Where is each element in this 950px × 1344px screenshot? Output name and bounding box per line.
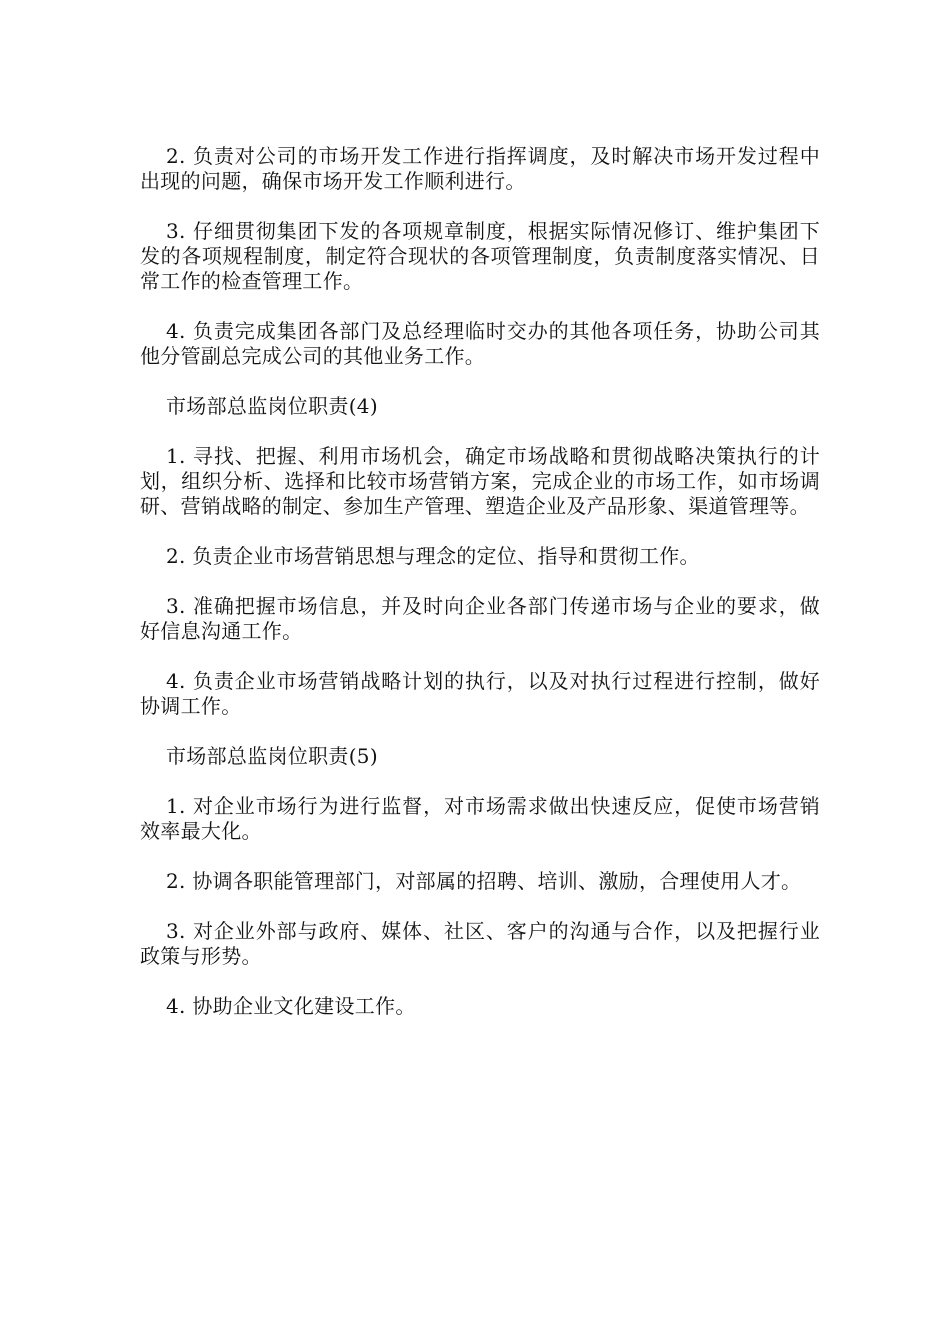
paragraph-corporate-culture: 4. 协助企业文化建设工作。	[166, 994, 416, 1018]
paragraph-external-communication: 3. 对企业外部与政府、媒体、社区、客户的沟通与合作，以及把握行业政策与形势。	[140, 919, 820, 968]
paragraph-market-opportunities: 1. 寻找、把握、利用市场机会，确定市场战略和贯彻战略决策执行的计划，组织分析、选择和比较市场营销方案，完成企业的市场工作，如市场调研、营销战略的制定、参加生产管理、塑造企业及产品形象、渠道管理等。	[140, 444, 820, 518]
paragraph-department-coordination: 2. 协调各职能管理部门，对部属的招聘、培训、激励，合理使用人才。	[166, 869, 802, 893]
document-body	[140, 144, 820, 1044]
section-heading-duties-4: 市场部总监岗位职责(4)	[166, 394, 378, 418]
paragraph-market-information: 3. 准确把握市场信息，并及时向企业各部门传递市场与企业的要求，做好信息沟通工作。	[140, 594, 820, 643]
paragraph-market-supervision: 1. 对企业市场行为进行监督，对市场需求做出快速反应，促使市场营销效率最大化。	[140, 794, 820, 843]
paragraph-strategy-execution: 4. 负责企业市场营销战略计划的执行，以及对执行过程进行控制，做好协调工作。	[140, 669, 820, 718]
paragraph-temporary-tasks: 4. 负责完成集团各部门及总经理临时交办的其他各项任务，协助公司其他分管副总完成公司的其他业务工作。	[140, 319, 820, 368]
paragraph-market-development-dispatch: 2. 负责对公司的市场开发工作进行指挥调度，及时解决市场开发过程中出现的问题，确保市场开发工作顺利进行。	[140, 144, 820, 193]
paragraph-marketing-philosophy: 2. 负责企业市场营销思想与理念的定位、指导和贯彻工作。	[166, 544, 700, 568]
section-heading-duties-5: 市场部总监岗位职责(5)	[166, 744, 378, 768]
paragraph-group-regulations: 3. 仔细贯彻集团下发的各项规章制度，根据实际情况修订、维护集团下发的各项规程制度，制定符合现状的各项管理制度，负责制度落实情况、日常工作的检查管理工作。	[140, 219, 820, 293]
